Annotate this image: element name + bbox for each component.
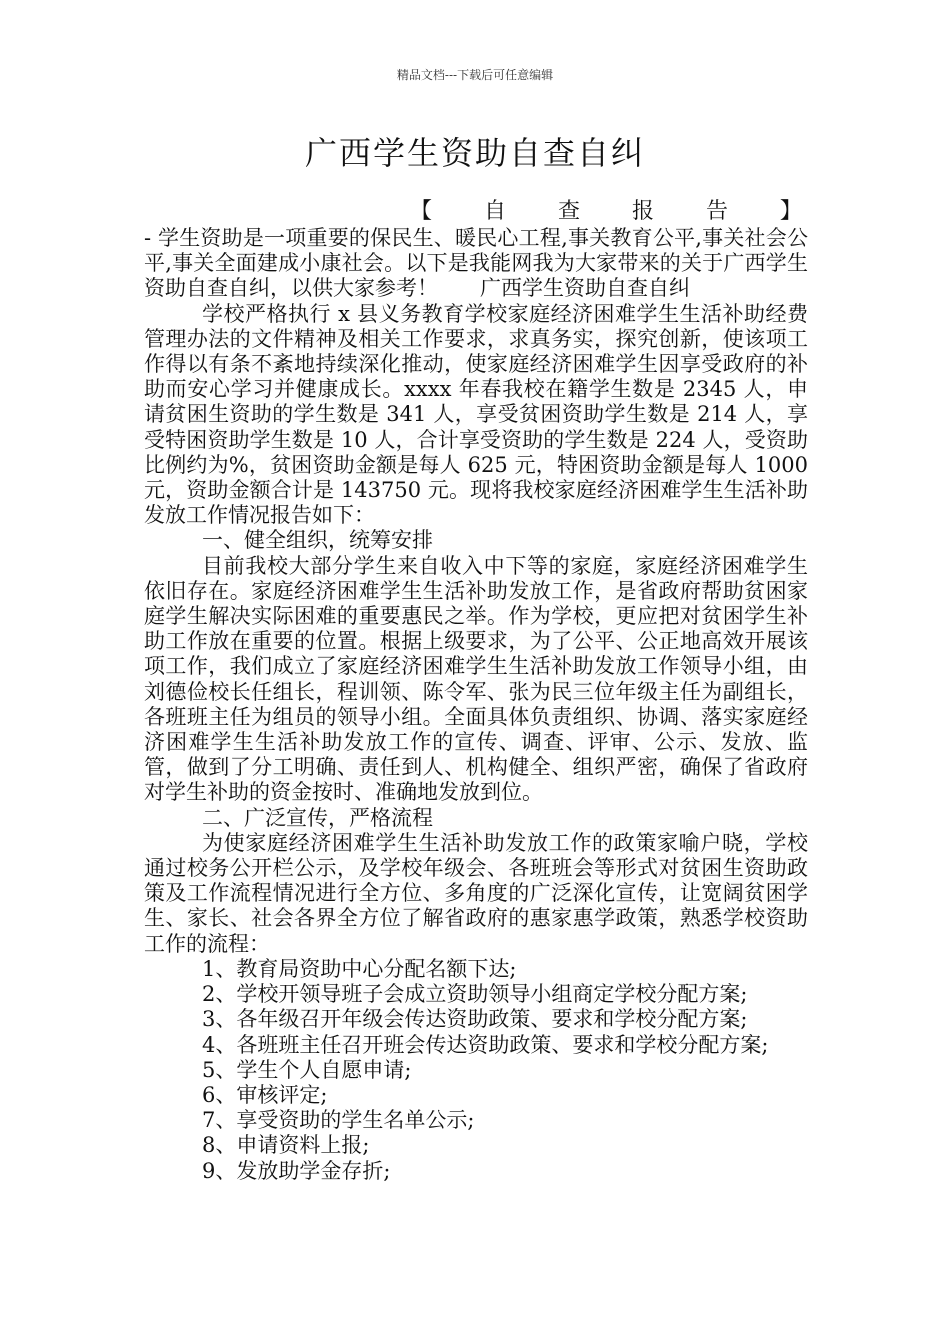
process-step: 8、申请资料上报; [202, 1133, 370, 1158]
section-heading-1: 一、健全组织，统筹安排 [202, 528, 433, 553]
document-body [144, 226, 808, 1184]
report-heading-char: 查 [557, 199, 580, 224]
paragraph-2: 目前我校大部分学生来自收入中下等的家庭，家庭经济困难学生依旧存在。家庭经济困难学生生活补助发放工作，是省政府帮助贫困家庭学生解决实际困难的重要惠民之举。作为学校，更应把对贫困学生补助工作放在重要的位置。根据上级要求，为了公平、公正地高效开展该项工作，我们成立了家庭经济困难学生生活补助发放工作领导小组，由刘德俭校长任组长，程训领、陈令军、张为民三位年级主任为副组长，各班班主任为组员的领导小组。全面具体负责组织、协调、落实家庭经济困难学生生活补助发放工作的宣传、调查、评审、公示、发放、监管，做到了分工明确、责任到人、机构健全、组织严密，确保了省政府对学生补助的资金按时、准确地发放到位。 [144, 553, 808, 805]
process-step: 5、学生个人自愿申请; [202, 1057, 412, 1082]
paragraph-3: 为使家庭经济困难学生生活补助发放工作的政策家喻户晓，学校通过校务公开栏公示，及学校年级会、各班班会等形式对贫困生资助政策及工作流程情况进行全方位、多角度的广泛深化宣传，让宽阔贫困学生、家长、社会各界全方位了解省政府的惠家惠学政策，熟悉学校资助工作的流程： [144, 830, 808, 956]
report-heading-char: 报 [631, 199, 654, 224]
process-step: 6、审核评定; [202, 1082, 328, 1107]
process-step: 3、各年级召开年级会传达资助政策、要求和学校分配方案; [202, 1007, 748, 1032]
process-step: 9、发放助学金存折; [202, 1158, 391, 1183]
document-title: 广西学生资助自查自纠 [304, 134, 645, 172]
report-heading-char: 】 [779, 199, 802, 224]
process-step: 2、学校开领导班子会成立资助领导小组商定学校分配方案; [202, 982, 748, 1007]
report-heading-char: 自 [483, 199, 506, 224]
section-heading-2: 二、广泛宣传，严格流程 [202, 805, 433, 830]
process-step: 4、各班班主任召开班会传达资助政策、要求和学校分配方案; [202, 1032, 769, 1057]
paragraph-1: 学校严格执行 x 县义务教育学校家庭经济困难学生生活补助经费管理办法的文件精神及相关工作要求，求真务实，探究创新，使该项工作得以有条不紊地持续深化推动，使家庭经济困难学生因享受政府的补助而安心学习并健康成长。xxxx 年春我校在籍学生数是 2345 人，申请贫困生资助的学生数是 341 人，享受贫困资助学生数是 214 人，享受特困资助学生数是 10 人，合计享受资助的学生数是 224 人，受资助比例约为%，贫困资助金额是每人 625 元，特困资助金额是每人 1000 元，资助金额合计是 143750 元。现将我校家庭经济困难学生生活补助发放工作情况报告如下： [144, 301, 808, 528]
report-heading-char: 告 [705, 199, 728, 224]
report-heading [410, 198, 802, 226]
process-step: 1、教育局资助中心分配名额下达; [202, 956, 517, 981]
header-note: 精品文档---下载后可任意编辑 [396, 68, 554, 82]
report-heading-char: 【 [410, 199, 433, 224]
process-step: 7、享受资助的学生名单公示; [202, 1108, 475, 1133]
intro-paragraph: - 学生资助是一项重要的保民生、暖民心工程,事关教育公平,事关社会公平,事关全面建成小康社会。以下是我能网我为大家带来的关于广西学生资助自查自纠，以供大家参考！ 广西学生资助自查自纠 [144, 226, 808, 301]
